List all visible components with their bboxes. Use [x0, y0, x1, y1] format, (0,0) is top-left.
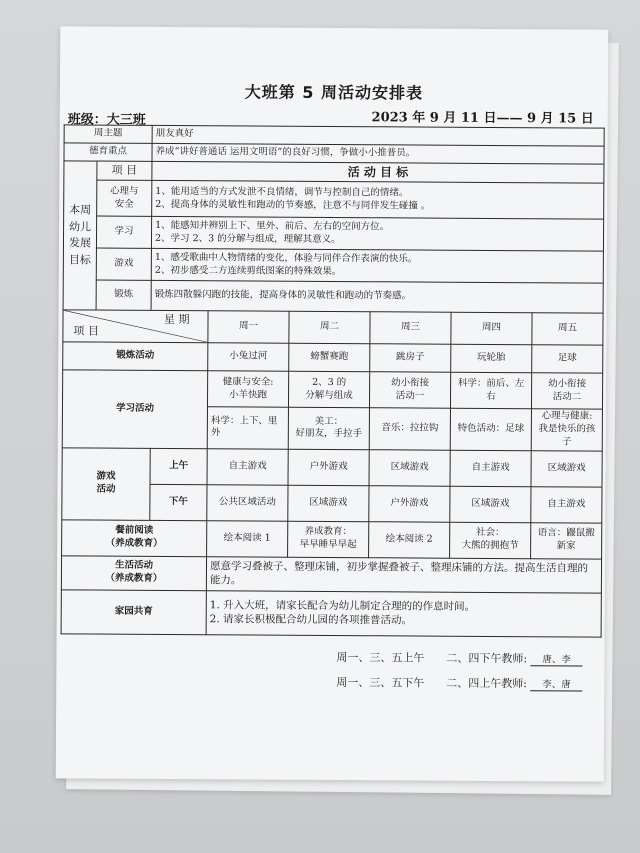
teacher-line-1 — [336, 649, 582, 667]
life-text: 愿意学习叠被子、整理床铺，初步掌握叠被子、整理床铺的方法。提高生活自理的能力。 — [206, 556, 601, 592]
theme-value: 朋友真好 — [152, 125, 604, 146]
learning-cell: 健康与安全: 小羊快跑 — [207, 371, 288, 407]
learning-cell: 特色活动：足球 — [450, 408, 531, 450]
header-weekday-label: 星 期 — [163, 313, 190, 327]
game-pm-cell: 户外游戏 — [369, 485, 450, 521]
home-label: 家园共育 — [61, 589, 206, 634]
exercise-label: 锻炼活动 — [63, 342, 208, 371]
reading-cell: 社会： 大熊的拥抱节 — [450, 522, 531, 558]
teacher-line-2 — [336, 674, 582, 692]
day-header: 周一 — [208, 311, 289, 343]
schedule-table — [61, 124, 605, 637]
goals-col-item: 项 目 — [97, 161, 152, 181]
learning-cell: 心理与健康: 我是快乐的孩子 — [531, 409, 602, 451]
goal-item: 心理与 安全 — [97, 180, 152, 216]
goals-col-goal: 活 动 目 标 — [152, 161, 604, 183]
learning-label: 学习活动 — [62, 370, 207, 448]
day-header: 周二 — [289, 311, 370, 343]
goal-text: 锻炼四散躲闪跑的技能，提高身体的灵敏性和跑动的节奏感。 — [151, 281, 603, 314]
game-am-cell: 自主游戏 — [207, 448, 288, 484]
goal-item: 游戏 — [96, 248, 151, 280]
learning-cell: 音乐：拉拉钩 — [369, 408, 450, 450]
teacher-names: 李、唐 — [530, 676, 582, 691]
reading-label: 餐前阅读 （养成教育） — [62, 519, 207, 556]
game-am-cell: 自主游戏 — [450, 450, 531, 486]
exercise-cell: 足球 — [532, 345, 603, 373]
game-pm-cell: 区域游戏 — [288, 485, 369, 521]
teacher-names: 唐、李 — [531, 651, 583, 666]
game-pm-cell: 区域游戏 — [450, 486, 531, 522]
exercise-cell: 小兔过河 — [208, 343, 289, 371]
teacher-schedule-text: 周一、三、五下午 二、四上午教师: — [336, 676, 528, 691]
learning-cell: 2、3 的 分解与组成 — [288, 371, 369, 407]
goal-item: 学习 — [96, 216, 151, 248]
schedule-sheet — [56, 26, 609, 781]
home-text: 1. 升入大班，请家长配合为幼儿制定合理的的作息时间。 2. 请家长积极配合幼儿园的各项推普活动。 — [206, 590, 601, 636]
game-pm-cell: 自主游戏 — [531, 486, 602, 522]
game-am-cell: 区域游戏 — [531, 450, 602, 486]
goal-item: 锻炼 — [96, 280, 151, 310]
reading-cell: 养成教育： 早早睡早早起 — [288, 521, 369, 557]
game-pm-label: 下午 — [150, 484, 207, 520]
class-label: 班级：大三班 — [67, 112, 146, 128]
learning-cell: 科学：上下、里 外 — [207, 407, 288, 449]
learning-cell: 幼小衔接 活动二 — [531, 373, 602, 409]
schedule-header-corner — [63, 310, 208, 343]
page-title: 大班第 5 周活动安排表 — [244, 82, 424, 103]
learning-cell: 科学：前后、左右 — [450, 372, 531, 408]
exercise-cell: 跳房子 — [370, 344, 451, 372]
moral-value: 养成“讲好普通话 运用文明语”的良好习惯，争做小小推普员。 — [152, 143, 604, 164]
game-label: 游戏 活动 — [62, 447, 150, 520]
exercise-cell: 玩轮胎 — [451, 344, 532, 372]
theme-label: 周主题 — [64, 125, 152, 144]
moral-label: 德育重点 — [64, 143, 152, 162]
day-header: 周四 — [451, 312, 532, 344]
game-am-cell: 区域游戏 — [369, 449, 450, 485]
game-am-cell: 户外游戏 — [288, 449, 369, 485]
learning-cell: 幼小衔接 活动一 — [369, 372, 450, 408]
date-range: 2023 年 9 月 11 日—— 9 月 15 日 — [371, 110, 594, 127]
exercise-cell: 螃蟹赛跑 — [289, 343, 370, 371]
game-am-label: 上午 — [150, 448, 207, 484]
reading-cell: 绘本阅读 2 — [369, 521, 450, 557]
goal-text: 1、感受歌曲中人物情绪的变化，体验与同伴合作表演的快乐。 2、初步感受二方连续剪纸图案的特殊效果。 — [151, 249, 603, 284]
day-header: 周五 — [532, 313, 603, 345]
goal-text: 1、能感知并辨别上下、里外、前后、左右的空间方位。 2、学习 2、3 的分解与组成，理解其意义。 — [151, 217, 603, 252]
goal-text: 1、能用适当的方式发泄不良情绪，调节与控制自己的情绪。 2、提高身体的灵敏性和跑动的节奏感，注意不与同伴发生碰撞 。 — [152, 181, 604, 220]
game-pm-cell: 公共区域活动 — [207, 484, 288, 520]
header-item-label: 项 目 — [73, 324, 99, 338]
goals-side-label: 本周 幼儿 发展 目标 — [63, 161, 97, 310]
learning-cell: 美工： 好朋友，手拉手 — [288, 407, 369, 449]
reading-cell: 语言：鼹鼠搬新家 — [531, 522, 602, 558]
teacher-schedule-text: 周一、三、五上午 二、四下午教师: — [336, 651, 528, 666]
life-label: 生活活动 （养成教育） — [61, 555, 206, 590]
reading-cell: 绘本阅读 1 — [207, 520, 288, 556]
day-header: 周三 — [370, 312, 451, 344]
